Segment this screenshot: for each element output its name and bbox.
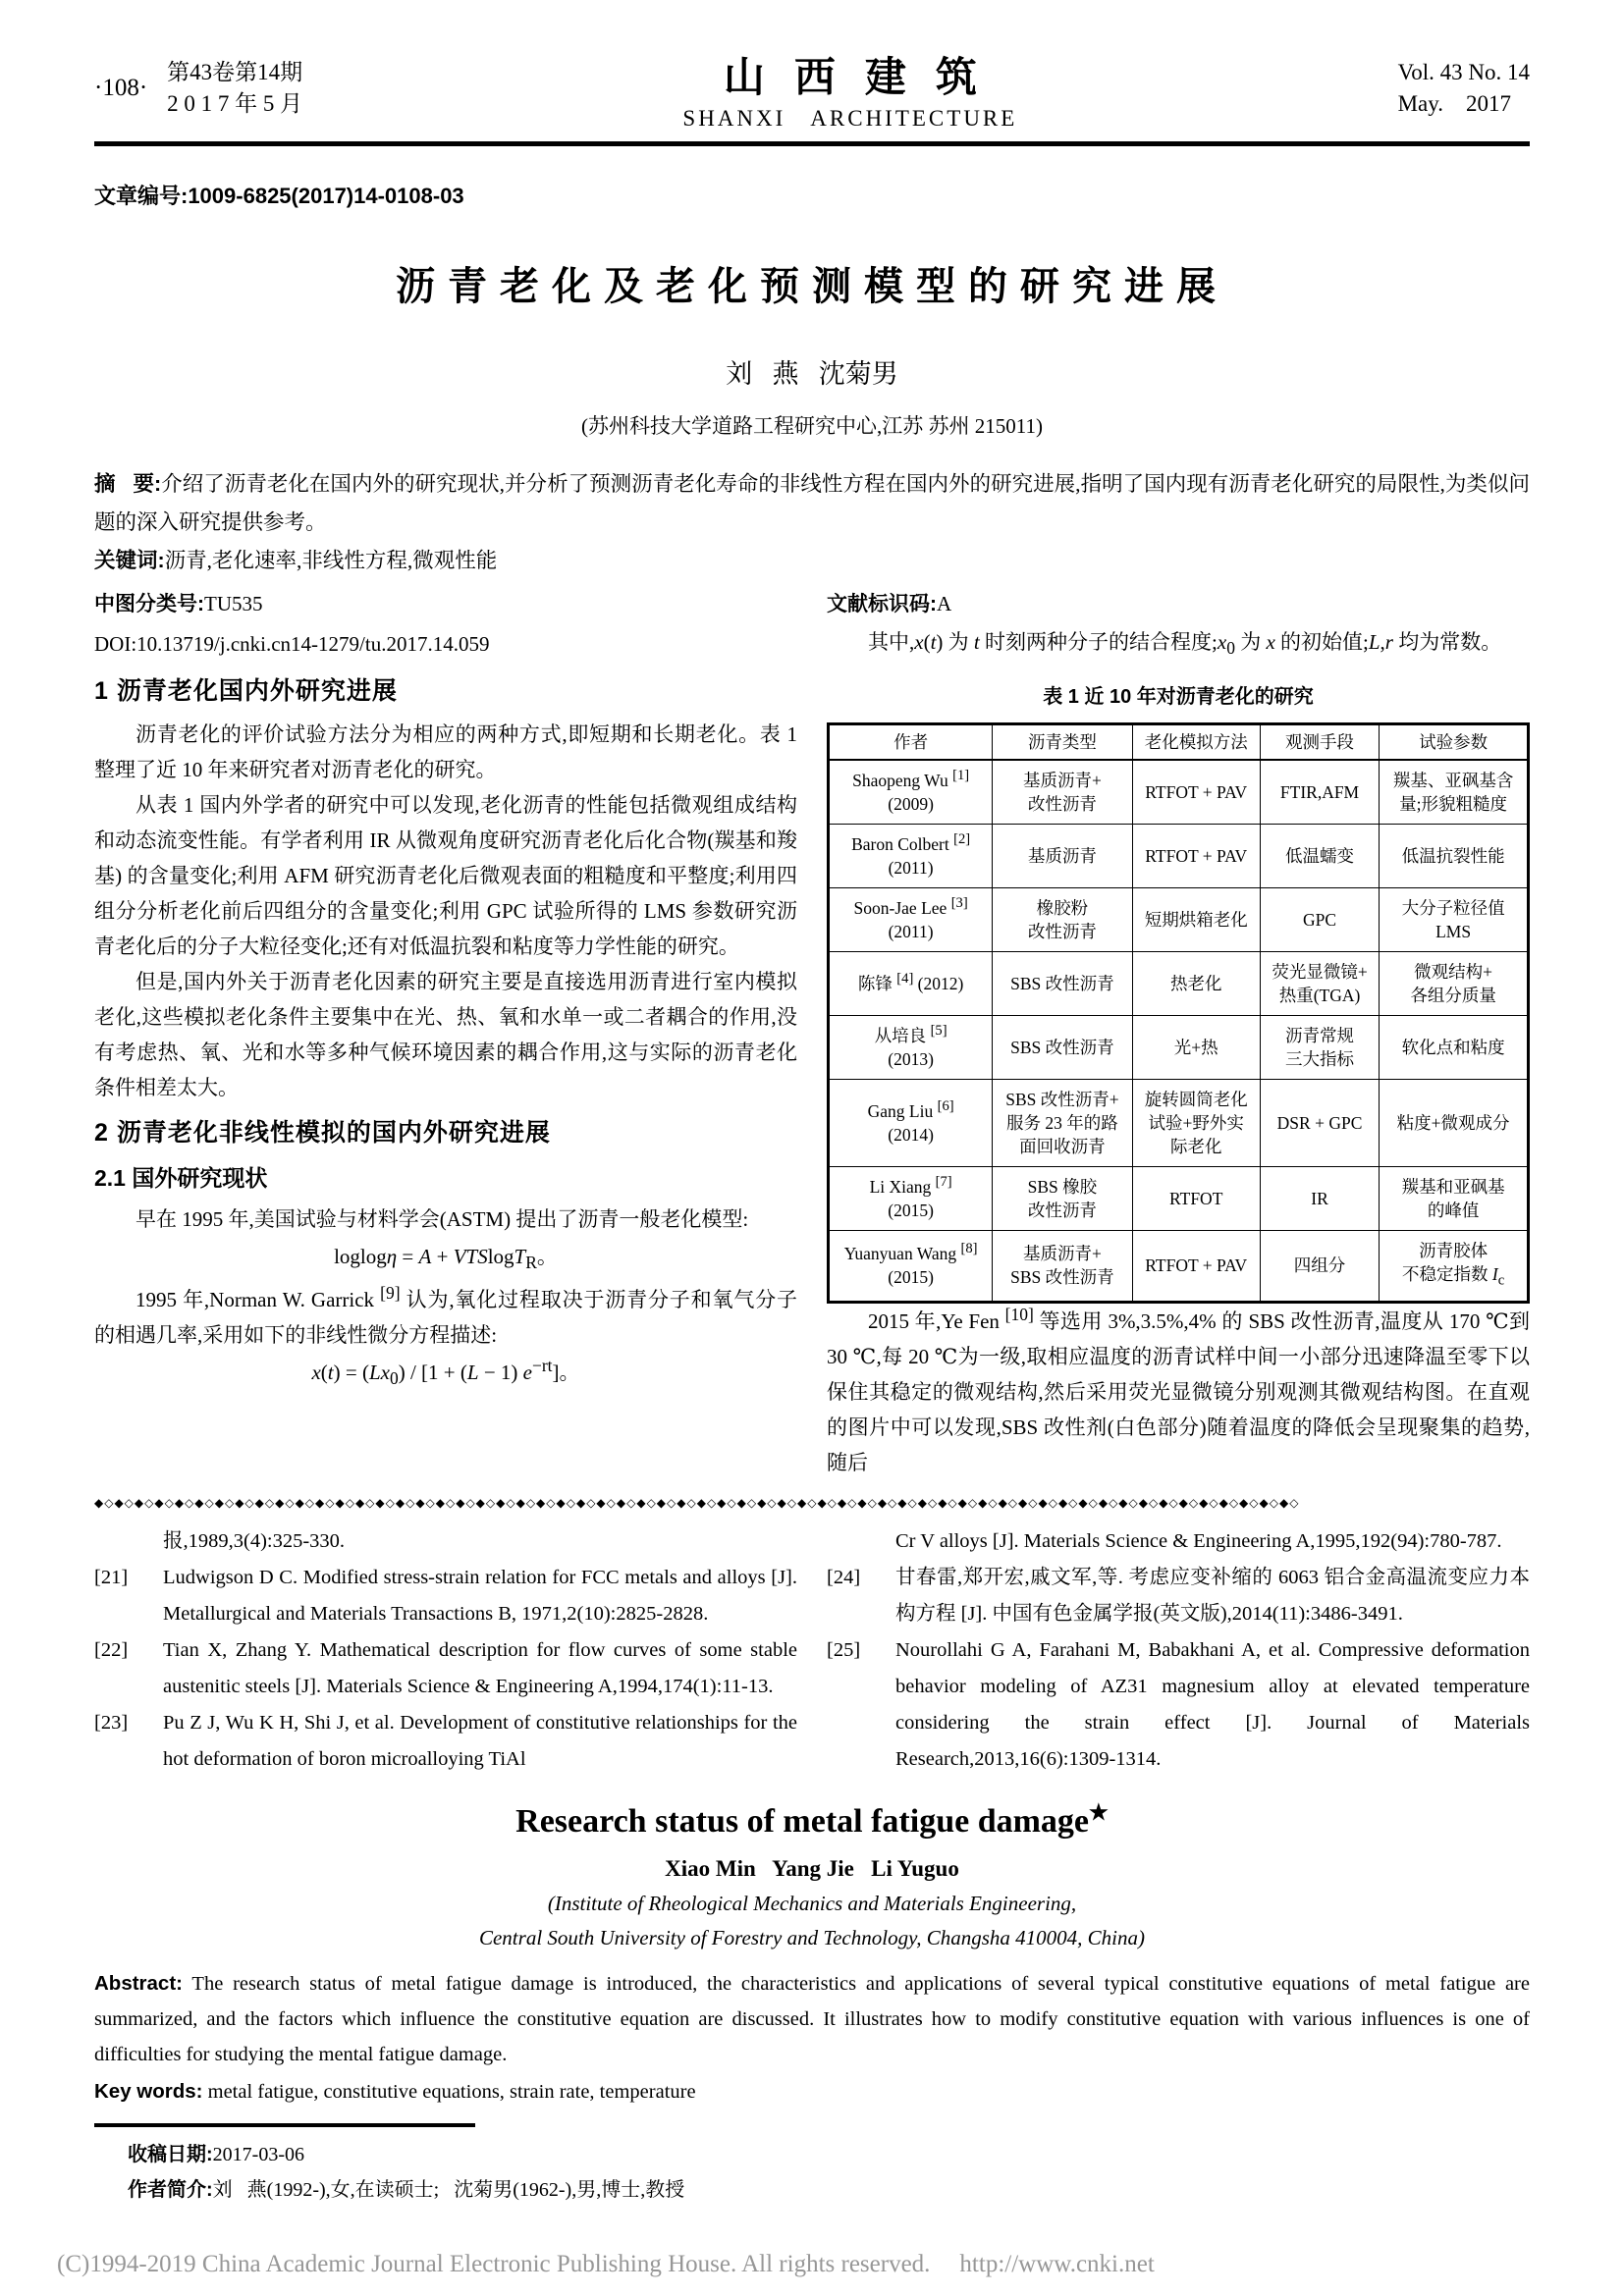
table-cell: 沥青常规 三大指标 <box>1260 1016 1379 1080</box>
reference-item <box>94 1705 797 1778</box>
article-affiliation: (苏州科技大学道路工程研究中心,江苏 苏州 215011) <box>581 414 1043 438</box>
section-1-heading: 1 沥青老化国内外研究进展 <box>94 677 398 705</box>
table-cell: GPC <box>1260 888 1379 952</box>
left-column <box>94 584 797 1480</box>
table-row <box>829 1167 1529 1231</box>
table-cell: RTFOT + PAV <box>1132 760 1260 825</box>
table-cell: 低温抗裂性能 <box>1380 825 1529 888</box>
volume-date: May. 2017 <box>1397 91 1511 116</box>
clc-label: 中图分类号: <box>94 593 204 615</box>
table-cell: 四组分 <box>1260 1231 1379 1303</box>
paragraph-5: 1995 年,Norman W. Garrick [9] 认为,氧化过程取决于沥青分子和氧气分子的相遇几率,采用如下的非线性微分方程描述: <box>94 1283 797 1348</box>
ornament-divider: ◆◇◆◇◆◇◆◇◆◇◆◇◆◇◆◇◆◇◆◇◆◇◆◇◆◇◆◇◆◇◆◇◆◇◆◇◆◇◆◇◆◇◆◇◆◇◆◇◆◇◆◇◆◇◆◇◆◇◆◇◆◇◆◇◆◇◆◇◆◇◆◇◆◇◆◇◆◇◆◇◆◇◆◇◆◇◆◇◆◇◆◇◆◇◆◇◆◇◆◇◆◇◆◇◆◇◆◇◆◇◆◇◆◇◆◇◆◇◆◇ <box>94 1495 1300 1510</box>
table-cell: 低温蠕变 <box>1260 825 1379 888</box>
table-cell: Shaopeng Wu [1] (2009) <box>829 760 993 825</box>
table-header-cell: 试验参数 <box>1380 724 1529 761</box>
table-header-row <box>829 724 1529 761</box>
table-cell: 橡胶粉 改性沥青 <box>993 888 1132 952</box>
table-row <box>829 888 1529 952</box>
abstract-paragraph <box>94 465 1530 542</box>
table-header-cell: 老化模拟方法 <box>1132 724 1260 761</box>
table-cell: Baron Colbert [2] (2011) <box>829 825 993 888</box>
doc-code-value: A <box>937 592 952 615</box>
right-paragraph-2: 2015 年,Ye Fen [10] 等选用 3%,3.5%,4% 的 SBS 改性沥青,温度从 170 ℃到 30 ℃,每 20 ℃为一级,取相应温度的沥青试样中间一小部分迅速降温至零下以保住其稳定的微观结构,然后采用荧光显微镜分别观测其微观结构图。在直观的图片中可以发现,SBS 改性剂(白色部分)随着温度的降低会呈现聚集的趋势,随后 <box>827 1304 1530 1474</box>
table-cell: SBS 改性沥青+ 服务 23 年的路 面回收沥青 <box>993 1080 1132 1167</box>
paragraph-2: 从表 1 国内外学者的研究中可以发现,老化沥青的性能包括微观组成结构和动态流变性能。有学者利用 IR 从微观角度研究沥青老化后化合物(羰基和羧基) 的含量变化;利用 AFM 研究沥青老化后微观表面的粗糙度和平整度;利用四组分分析老化前后四组分的含量变化;利用 GPC 试验所得的 LMS 参数研究沥青老化后的分子大粒径变化;还有对低温抗裂和粘度等力学性能的研究。 <box>94 793 797 958</box>
table-cell: 热老化 <box>1132 952 1260 1016</box>
english-abstract <box>94 1966 1530 2072</box>
references-left <box>94 1523 797 1778</box>
reference-item <box>827 1560 1530 1632</box>
reference-number: [23] <box>94 1711 129 1734</box>
table-cell: 光+热 <box>1132 1016 1260 1080</box>
page-footer <box>57 2251 1184 2278</box>
doc-code-line <box>827 584 1530 624</box>
volume-number: Vol. 43 No. 14 <box>1397 60 1530 84</box>
reference-text: 甘春雷,郑开宏,戚文军,等. 考虑应变补缩的 6063 铝合金高温流变应力本构方程 [J]. 中国有色金属学报(英文版),2014(11):3486-3491. <box>895 1566 1530 1625</box>
table-header-cell: 沥青类型 <box>993 724 1132 761</box>
table-cell: FTIR,AFM <box>1260 760 1379 825</box>
journal-header <box>94 0 1530 137</box>
reference-item <box>94 1632 797 1705</box>
english-keywords-label: Key words: <box>94 2079 203 2103</box>
table-cell: 短期烘箱老化 <box>1132 888 1260 952</box>
table-row <box>829 825 1529 888</box>
issue-info <box>167 57 302 120</box>
reference-number: [25] <box>827 1638 861 1661</box>
table-cell: 粘度+微观成分 <box>1380 1080 1529 1167</box>
section-2-1-heading: 2.1 国外研究现状 <box>94 1165 268 1191</box>
received-date-label: 收稿日期: <box>128 2143 213 2165</box>
table-row <box>829 1080 1529 1167</box>
abstract-text: 介绍了沥青老化在国内外的研究现状,并分析了预测沥青老化寿命的非线性方程在国内外的研究进展,指明了国内现有沥青老化研究的局限性,为类似问题的深入研究提供参考。 <box>94 472 1530 534</box>
table-header-cell: 观测手段 <box>1260 724 1379 761</box>
table-row <box>829 1016 1529 1080</box>
clc-line <box>94 584 797 624</box>
english-affiliation-1: (Institute of Rheological Mechanics and Materials Engineering, <box>547 1891 1077 1915</box>
table-cell: 软化点和粘度 <box>1380 1016 1529 1080</box>
english-title <box>94 1799 1530 1841</box>
reference-number: [24] <box>827 1566 861 1588</box>
reference-text: Nourollahi G A, Farahani M, Babakhani A, et al. Compressive deformation behavior modeling of AZ31 magnesium alloy at elevated temperature considering the strain effect [J]. Journal of Materials Research,2013,16(6):1309-1314. <box>895 1638 1530 1770</box>
table-cell: Soon-Jae Lee [3] (2011) <box>829 888 993 952</box>
keywords-line <box>94 542 1530 580</box>
references-right <box>827 1523 1530 1778</box>
header-rule <box>94 141 1530 146</box>
table-cell: IR <box>1260 1167 1379 1231</box>
paragraph-4: 早在 1995 年,美国试验与材料学会(ASTM) 提出了沥青一般老化模型: <box>135 1207 749 1231</box>
keywords-label: 关键词: <box>94 549 165 572</box>
table-head <box>829 724 1529 761</box>
author-bio-line <box>94 2172 1530 2208</box>
table-cell: Li Xiang [7] (2015) <box>829 1167 993 1231</box>
article-authors: 刘 燕 沈菊男 <box>726 359 898 389</box>
table-cell: Gang Liu [6] (2014) <box>829 1080 993 1167</box>
english-keywords-text: metal fatigue, constitutive equations, strain rate, temperature <box>207 2080 696 2103</box>
issue-volume: 第43卷第14期 <box>167 60 303 84</box>
english-abstract-label: Abstract: <box>94 1971 183 1995</box>
reference-item <box>94 1523 797 1560</box>
table-cell: 微观结构+ 各组分质量 <box>1380 952 1529 1016</box>
abstract-block <box>94 465 1530 580</box>
doc-code-label: 文献标识码: <box>827 593 937 615</box>
article-number: 文章编号:1009-6825(2017)14-0108-03 <box>94 184 464 208</box>
reference-text: Tian X, Zhang Y. Mathematical description for flow curves of some stable austenitic steels [J]. Materials Science & Engineering A,1994,174(1):11-13. <box>163 1638 797 1697</box>
reference-text: 报,1989,3(4):325-330. <box>163 1529 346 1552</box>
section-2-heading: 2 沥青老化非线性模拟的国内外研究进展 <box>94 1119 551 1147</box>
equation-1: loglogη = A + VTSlogT$_R$。 <box>334 1245 558 1273</box>
body-columns <box>94 584 1530 1480</box>
journal-title-cn: 山西建筑 <box>723 56 1006 101</box>
english-authors: Xiao Min Yang Jie Li Yuguo <box>665 1855 959 1881</box>
table-cell: RTFOT + PAV <box>1132 1231 1260 1303</box>
doi-line: DOI:10.13719/j.cnki.cn14-1279/tu.2017.14.059 <box>94 632 490 656</box>
header-left <box>94 57 302 120</box>
english-abstract-text: The research status of metal fatigue damage is introduced, the characteristics and applications of several typical constitutive equations of metal fatigue are summarized, and the factors which influence the constitutive equation are discussed. It illustrates how to modify constitutive equation with various influences is one of difficulties for studying the mental fatigue damage. <box>94 1972 1530 2065</box>
footer-copyright: (C)1994-2019 China Academic Journal Electronic Publishing House. All rights reserved. <box>57 2251 931 2277</box>
page-number: ·108· <box>94 75 148 101</box>
table-cell: 从培良 [5] (2013) <box>829 1016 993 1080</box>
table-cell: 大分子粒径值 LMS <box>1380 888 1529 952</box>
table-cell: 羰基和亚砜基 的峰值 <box>1380 1167 1529 1231</box>
table-caption: 表 1 近 10 年对沥青老化的研究 <box>1043 686 1314 709</box>
table-cell: SBS 改性沥青 <box>993 952 1132 1016</box>
keywords-text: 沥青,老化速率,非线性方程,微观性能 <box>164 549 498 572</box>
table-cell: 羰基、亚砜基含 量;形貌粗糙度 <box>1380 760 1529 825</box>
paragraph-1: 沥青老化的评价试验方法分为相应的两种方式,即短期和长期老化。表 1 整理了近 10 年来研究者对沥青老化的研究。 <box>94 722 797 781</box>
table-cell: 荧光显微镜+ 热重(TGA) <box>1260 952 1379 1016</box>
star-icon: ★ <box>1089 1799 1109 1825</box>
table-cell: 基质沥青+ 改性沥青 <box>993 760 1132 825</box>
table-row <box>829 760 1529 825</box>
table-cell: Yuanyuan Wang [8] (2015) <box>829 1231 993 1303</box>
aging-research-table <box>827 722 1530 1304</box>
english-affiliation-2: Central South University of Forestry and Technology, Changsha 410004, China) <box>478 1925 1145 1949</box>
author-bio-text: 刘 燕(1992-),女,在读硕士; 沈菊男(1962-),男,博士,教授 <box>212 2178 685 2201</box>
footnote-rule <box>94 2123 475 2127</box>
reference-text: Pu Z J, Wu K H, Shi J, et al. Development of constitutive relationships for the hot deformation of boron microalloying TiAl <box>163 1711 797 1770</box>
english-keywords-line <box>94 2074 1530 2109</box>
table-cell: SBS 改性沥青 <box>993 1016 1132 1080</box>
issue-date: 2 0 1 7 年 5 月 <box>167 91 303 116</box>
journal-title-en: SHANXI ARCHITECTURE <box>682 106 1018 131</box>
table-row <box>829 952 1529 1016</box>
references-section <box>94 1523 1530 1778</box>
article-title: 沥青老化及老化预测模型的研究进展 <box>396 264 1228 308</box>
equation-2: $x(t) = (Lx_0) / [1 + (L - 1)$ $e^{-rt}$]。 <box>311 1356 580 1389</box>
table-cell: RTFOT + PAV <box>1132 825 1260 888</box>
reference-item <box>94 1560 797 1632</box>
reference-number <box>827 1523 895 1560</box>
paragraph-3: 但是,国内外关于沥青老化因素的研究主要是直接选用沥青进行室内模拟老化,这些模拟老化条件主要集中在光、热、氧和水单一或二者耦合的作用,没有考虑热、氧、光和水等多种气候环境因素的耦合作用,这与实际的沥青老化条件相差太大。 <box>94 970 797 1099</box>
table-cell: DSR + GPC <box>1260 1080 1379 1167</box>
received-date: 2017-03-06 <box>212 2143 304 2165</box>
reference-item <box>827 1523 1530 1560</box>
table-cell: 沥青胶体 不稳定指数 $I_c$ <box>1380 1231 1529 1303</box>
table-cell: 陈锋 [4] (2012) <box>829 952 993 1016</box>
table-cell: SBS 橡胶 改性沥青 <box>993 1167 1132 1231</box>
author-bio-label: 作者简介: <box>128 2178 213 2201</box>
reference-number: [22] <box>94 1638 129 1661</box>
table-cell: 旋转圆筒老化 试验+野外实 际老化 <box>1132 1080 1260 1167</box>
reference-number: [21] <box>94 1566 129 1588</box>
english-title-text: Research status of metal fatigue damage <box>515 1802 1090 1840</box>
reference-text: Cr V alloys [J]. Materials Science & Engineering A,1995,192(94):780-787. <box>895 1529 1502 1552</box>
table-cell: RTFOT <box>1132 1167 1260 1231</box>
received-date-line <box>94 2137 1530 2172</box>
table-row <box>829 1231 1529 1303</box>
table-header-cell: 作者 <box>829 724 993 761</box>
journal-title-block <box>682 45 1017 132</box>
table-cell: 基质沥青 <box>993 825 1132 888</box>
reference-text: Ludwigson D C. Modified stress-strain relation for FCC metals and alloys [J]. Metallurgical and Materials Transactions B, 1971,2(10):2825-2828. <box>163 1566 797 1625</box>
right-column <box>827 584 1530 1480</box>
volume-info <box>1398 57 1530 120</box>
table-cell: 基质沥青+ SBS 改性沥青 <box>993 1231 1132 1303</box>
footer-url: http://www.cnki.net <box>959 2251 1155 2277</box>
right-paragraph-1: 其中,x(t) 为 t 时刻两种分子的结合程度$;x_0$ 为 x 的初始值;L,r 均为常数。 <box>868 630 1502 659</box>
abstract-label: 摘 要: <box>94 472 162 496</box>
clc-number: TU535 <box>204 592 263 615</box>
reference-item <box>827 1632 1530 1778</box>
reference-number <box>94 1523 163 1560</box>
table-body <box>829 760 1529 1302</box>
